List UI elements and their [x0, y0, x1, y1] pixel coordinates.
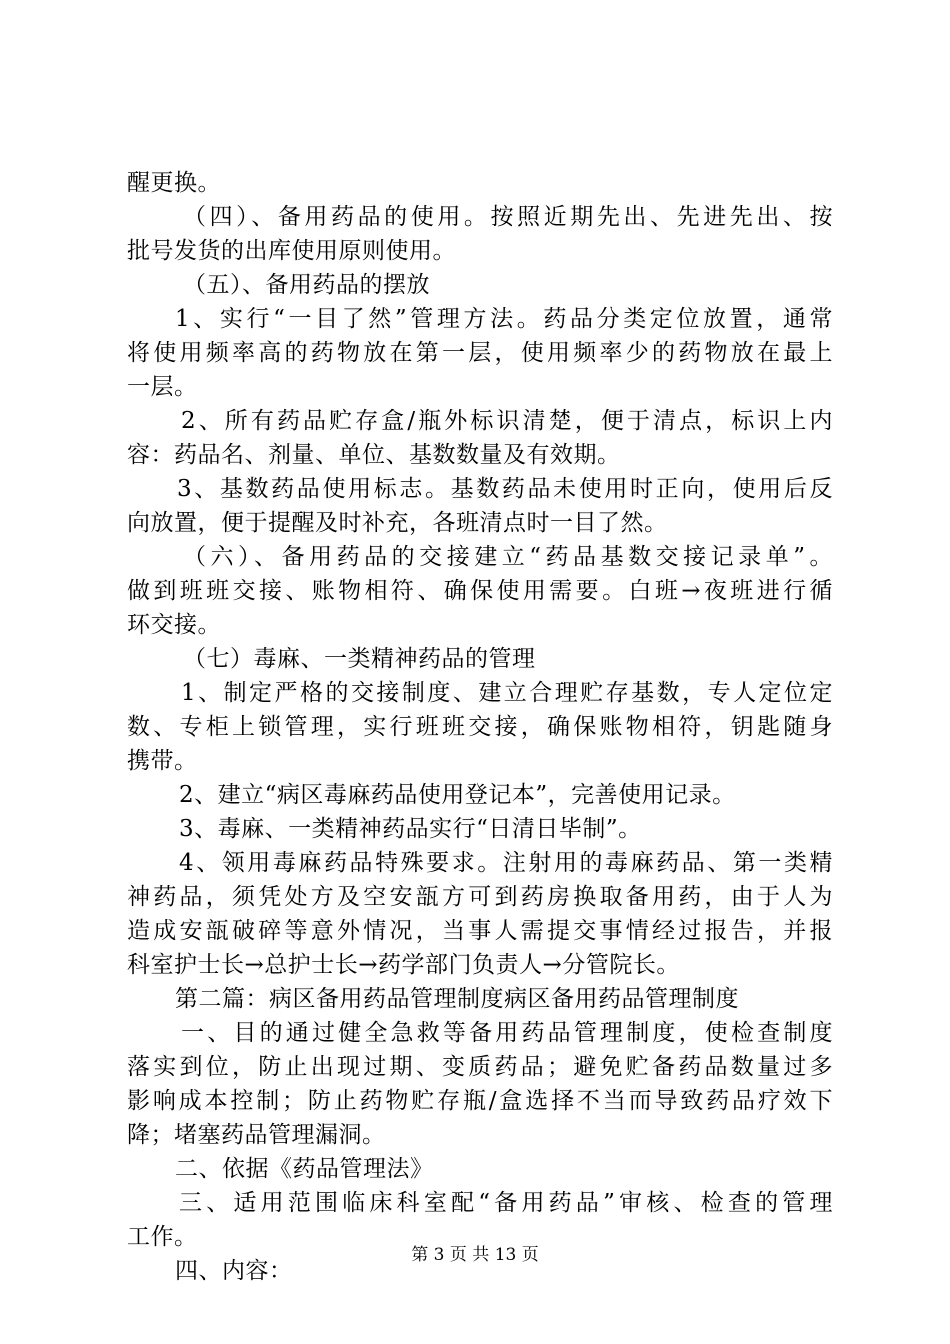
text-line: 批号发货的出库使用原则使用。: [127, 238, 456, 264]
text-line: 1、制定严格的交接制度、建立合理贮存基数，专人定位定: [181, 680, 833, 706]
text-line: 三、适用范围临床科室配“备用药品”审核、检查的管理: [179, 1190, 833, 1216]
text-line: 将使用频率高的药物放在第一层，使用频率少的药物放在最上: [127, 340, 833, 366]
text-line: 2、建立“病区毒麻药品使用登记本”，完善使用记录。: [179, 782, 736, 808]
text-line: （五）、备用药品的摆放: [183, 272, 430, 298]
text-line: 第二篇：病区备用药品管理制度病区备用药品管理制度: [175, 986, 739, 1012]
text-line: 携带。: [127, 748, 198, 774]
text-line: 神药品，须凭处方及空安瓿方可到药房换取备用药，由于人为: [127, 884, 833, 910]
text-line: 工作。: [127, 1224, 198, 1250]
text-line: 四、内容：: [175, 1258, 293, 1284]
text-line: 落实到位，防止出现过期、变质药品；避免贮备药品数量过多: [127, 1054, 833, 1080]
text-line: 降；堵塞药品管理漏洞。: [127, 1122, 386, 1148]
text-line: （七）毒麻、一类精神药品的管理: [183, 646, 536, 672]
text-line: 醒更换。: [127, 170, 221, 196]
text-line: 二、依据《药品管理法》: [175, 1156, 434, 1182]
text-line: 科室护士长→总护士长→药学部门负责人→分管院长。: [127, 952, 680, 978]
text-line: 一、目的通过健全急救等备用药品管理制度，使检查制度: [181, 1020, 833, 1046]
text-line: 向放置，便于提醒及时补充，各班清点时一目了然。: [127, 510, 668, 536]
text-line: 3、基数药品使用标志。基数药品未使用时正向，使用后反: [177, 476, 833, 502]
text-line: 造成安瓿破碎等意外情况，当事人需提交事情经过报告，并报: [127, 918, 833, 944]
page-footer: 第 3 页 共 13 页: [411, 1245, 539, 1265]
text-line: 一层。: [127, 374, 198, 400]
text-line: 数、专柜上锁管理，实行班班交接，确保账物相符，钥匙随身: [127, 714, 833, 740]
text-line: 影响成本控制；防止药物贮存瓶/盒选择不当而导致药品疗效下: [127, 1088, 833, 1114]
text-line: 3、毒麻、一类精神药品实行“日清日毕制”。: [179, 816, 642, 842]
text-line: 1、实行“一目了然”管理方法。药品分类定位放置，通常: [175, 306, 833, 332]
text-line: （四）、备用药品的使用。按照近期先出、先进先出、按: [183, 204, 833, 230]
text-line: 做到班班交接、账物相符、确保使用需要。白班→夜班进行循: [127, 578, 833, 604]
text-line: （六）、备用药品的交接建立“药品基数交接记录单”。: [183, 544, 833, 570]
text-line: 环交接。: [127, 612, 221, 638]
text-line: 4、领用毒麻药品特殊要求。注射用的毒麻药品、第一类精: [179, 850, 833, 876]
text-line: 2、所有药品贮存盒/瓶外标识清楚，便于清点，标识上内: [181, 408, 833, 434]
text-line: 容：药品名、剂量、单位、基数数量及有效期。: [127, 442, 621, 468]
document-body: [127, 166, 833, 1288]
